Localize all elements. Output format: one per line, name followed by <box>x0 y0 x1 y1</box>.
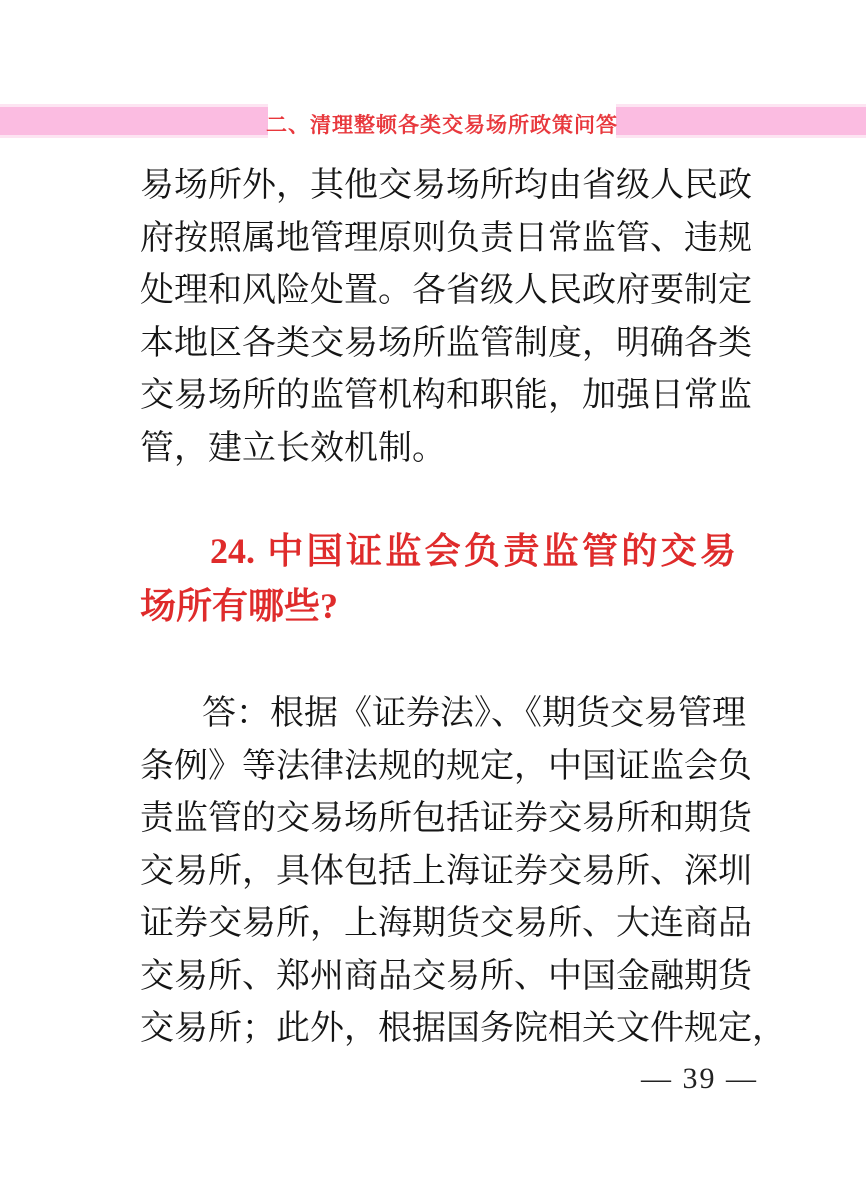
question-heading-line: 场所有哪些? <box>140 586 339 626</box>
paragraph-line: 本地区各类交易场所监管制度，明确各类 <box>140 324 752 362</box>
body-paragraph <box>140 160 752 475</box>
question-heading <box>140 524 736 634</box>
answer-paragraph <box>140 688 786 1056</box>
answer-line: 交易所；此外，根据国务院相关文件规定， <box>140 1010 786 1047</box>
answer-line: 责监管的交易场所包括证券交易所和期货 <box>140 800 752 837</box>
answer-line: 交易所，具体包括上海证券交易所、深圳 <box>140 852 752 890</box>
answer-line: 条例》等法律法规的规定，中国证监会负 <box>140 747 752 785</box>
paragraph-line: 交易场所的监管机构和职能，加强日常监 <box>140 377 752 414</box>
paragraph-line: 处理和风险处置。各省级人民政府要制定 <box>140 272 752 309</box>
paragraph-line: 府按照属地管理原则负责日常监管、违规 <box>140 219 752 257</box>
paragraph-line: 管，建立长效机制。 <box>140 429 446 467</box>
header-title-box <box>268 103 616 144</box>
answer-line: 交易所、郑州商品交易所、中国金融期货 <box>140 957 752 995</box>
question-heading-line: 24. 中国证监会负责监管的交易 <box>210 531 736 571</box>
paragraph-line: 易场所外，其他交易场所均由省级人民政 <box>140 167 752 204</box>
answer-line: 证券交易所，上海期货交易所、大连商品 <box>140 905 752 942</box>
answer-line: 答：根据《证券法》、《期货交易管理 <box>202 695 746 732</box>
chapter-header-title: 二、清理整顿各类交易场所政策问答 <box>266 112 618 137</box>
page-number: — 39 — <box>641 1062 758 1095</box>
